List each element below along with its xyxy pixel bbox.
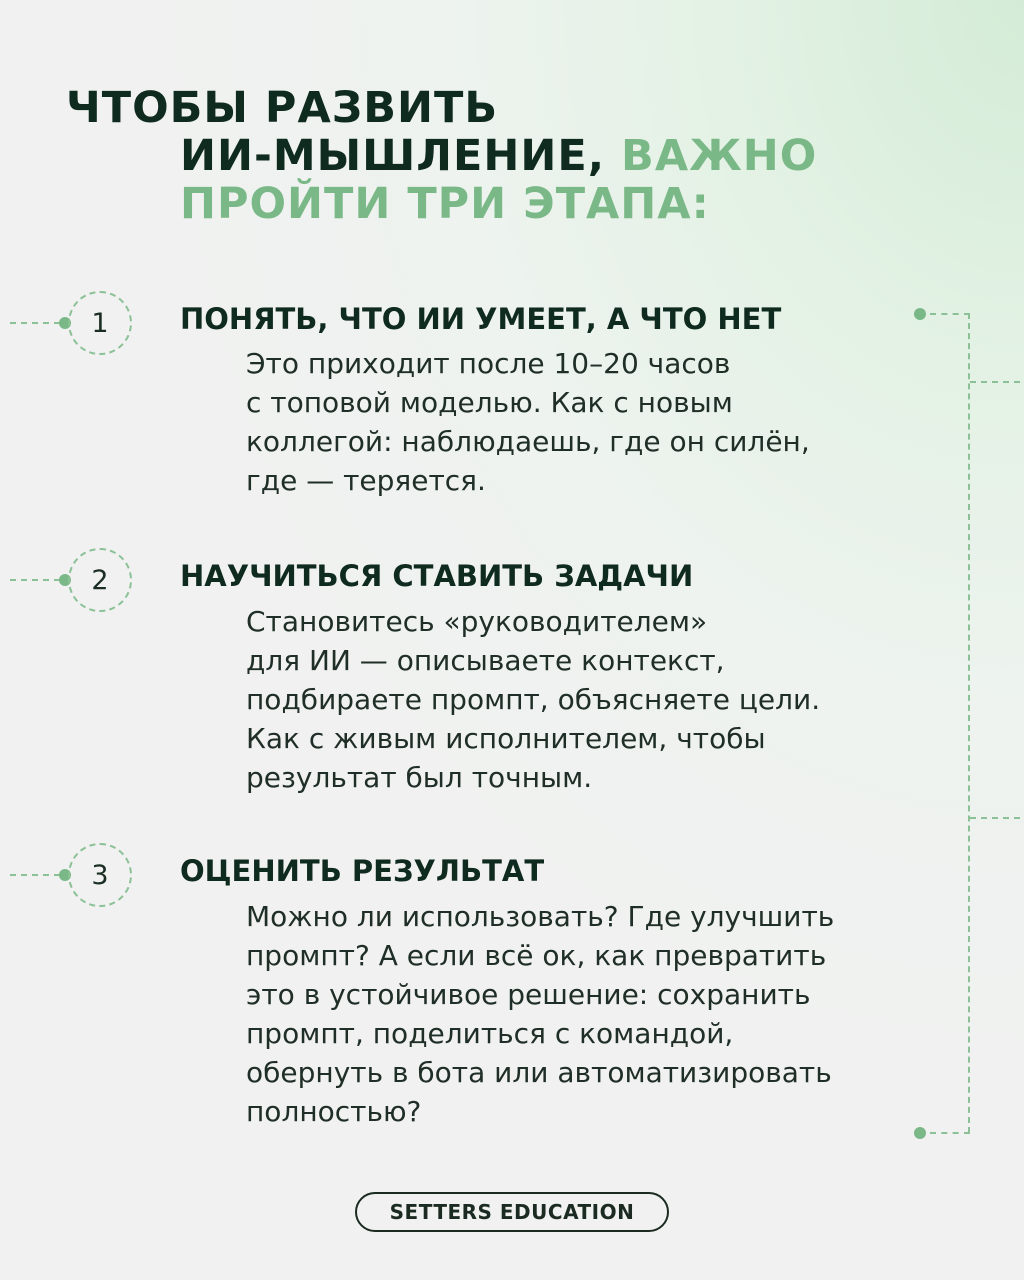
right-bracket-branch-2 [970, 817, 1020, 819]
step-1-body: Это приходит после 10–20 часов с топовой моделью. Как с новым коллегой: наблюдаешь, где он силён, где — теряется. [246, 347, 810, 497]
title-line-2-accent: ВАЖНО [621, 131, 818, 181]
right-bracket-bottom-dot [914, 1127, 926, 1139]
step-2-body: Становитесь «руководителем» для ИИ — описываете контекст, подбираете промпт, объясняете цели. Как с живым исполнителем, чтобы результат был точным. [246, 605, 821, 794]
title-line-2 [180, 132, 817, 180]
step-1-heading: ПОНЯТЬ, ЧТО ИИ УМЕЕТ, А ЧТО НЕТ [180, 302, 782, 336]
title-line-3: ПРОЙТИ ТРИ ЭТАПА: [180, 179, 710, 229]
step-3-connector [10, 874, 60, 876]
right-bracket-vertical-line [968, 313, 970, 1133]
right-bracket-top-dot [914, 308, 926, 320]
step-1-number: 1 [68, 291, 132, 355]
step-2-heading: НАУЧИТЬСЯ СТАВИТЬ ЗАДАЧИ [180, 559, 694, 593]
step-3-number: 3 [68, 843, 132, 907]
step-3-heading: ОЦЕНИТЬ РЕЗУЛЬТАТ [180, 854, 545, 888]
title-line-1: ЧТОБЫ РАЗВИТЬ [66, 83, 499, 133]
step-1-connector [10, 322, 60, 324]
step-2-number: 2 [68, 548, 132, 612]
brand-badge: SETTERS EDUCATION [355, 1192, 669, 1232]
title-line-2-text: ИИ-МЫШЛЕНИЕ, [180, 131, 606, 181]
right-bracket-bottom-line [930, 1132, 970, 1134]
step-3-body: Можно ли использовать? Где улучшить промпт? А если всё ок, как превратить это в устойчивое решение: сохранить промпт, поделиться с командой, обернуть в бота или автоматизировать полностью? [246, 900, 835, 1128]
right-bracket-top-line [930, 313, 970, 315]
step-2-connector [10, 579, 60, 581]
right-bracket-branch-1 [970, 381, 1020, 383]
